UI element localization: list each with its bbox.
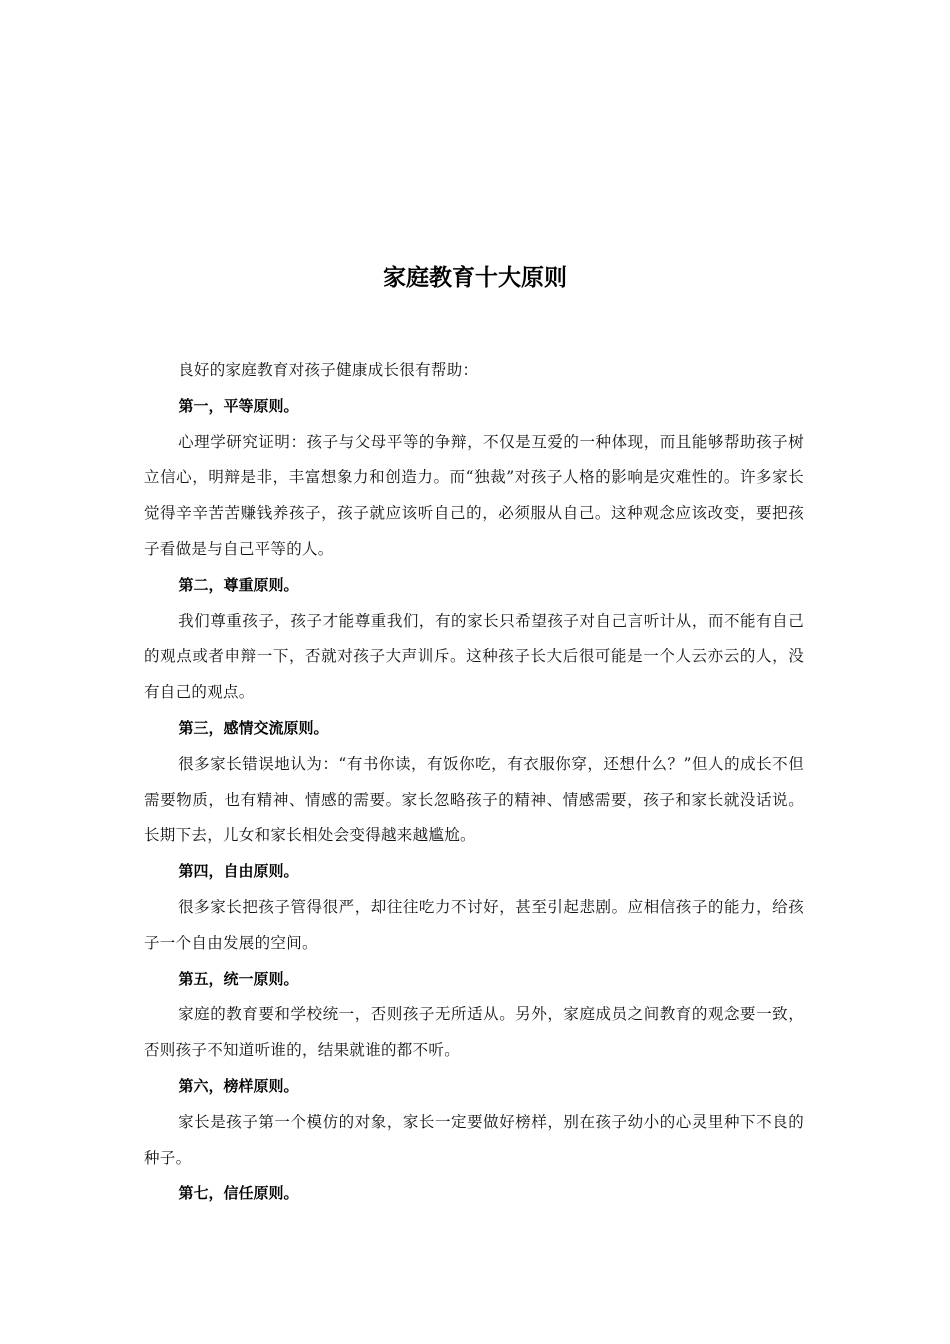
section-heading-freedom: 第四，自由原则。 (178, 862, 299, 881)
section-text-freedom: 很多家长把孩子管得很严，却往往吃力不讨好，甚至引起悲剧。应相信孩子的能力，给孩子一个自由发展的空间。 (144, 897, 804, 952)
section-heading-equality: 第一，平等原则。 (178, 396, 299, 415)
section-heading-trust: 第七，信任原则。 (178, 1184, 299, 1203)
document-body (144, 353, 804, 1212)
section-text-emotional-communication: 很多家长错误地认为：“有书你读，有饭你吃，有衣服你穿，还想什么？”但人的成长不但需要物质，也有精神、情感的需要。家长忽略孩子的精神、情感需要，孩子和家长就没话说。长期下去，儿女和家长相处会变得越来越尴尬。 (144, 754, 804, 845)
intro-paragraph: 良好的家庭教育对孩子健康成长很有帮助： (178, 361, 479, 379)
document-title: 家庭教育十大原则 (383, 265, 567, 291)
section-heading-emotional-communication: 第三，感情交流原则。 (178, 718, 329, 737)
section-text-unity: 家庭的教育要和学校统一，否则孩子无所适从。另外，家庭成员之间教育的观念要一致，否则孩子不知道听谁的，结果就谁的都不听。 (144, 1005, 804, 1060)
section-heading-role-model: 第六，榜样原则。 (178, 1076, 299, 1095)
section-text-equality: 心理学研究证明：孩子与父母平等的争辩，不仅是互爱的一种体现，而且能够帮助孩子树立信心，明辩是非，丰富想象力和创造力。而“独裁”对孩子人格的影响是灾难性的。许多家长觉得辛辛苦苦赚钱养孩子，孩子就应该听自己的，必须服从自己。这种观念应该改变，要把孩子看做是与自己平等的人。 (144, 432, 804, 558)
section-heading-respect: 第二，尊重原则。 (178, 575, 299, 594)
section-text-role-model: 家长是孩子第一个模仿的对象，家长一定要做好榜样，别在孩子幼小的心灵里种下不良的种子。 (144, 1112, 804, 1167)
section-heading-unity: 第五，统一原则。 (178, 969, 299, 988)
section-text-respect: 我们尊重孩子，孩子才能尊重我们，有的家长只希望孩子对自己言听计从，而不能有自己的观点或者申辩一下，否就对孩子大声训斥。这种孩子长大后很可能是一个人云亦云的人，没有自己的观点。 (144, 611, 804, 702)
